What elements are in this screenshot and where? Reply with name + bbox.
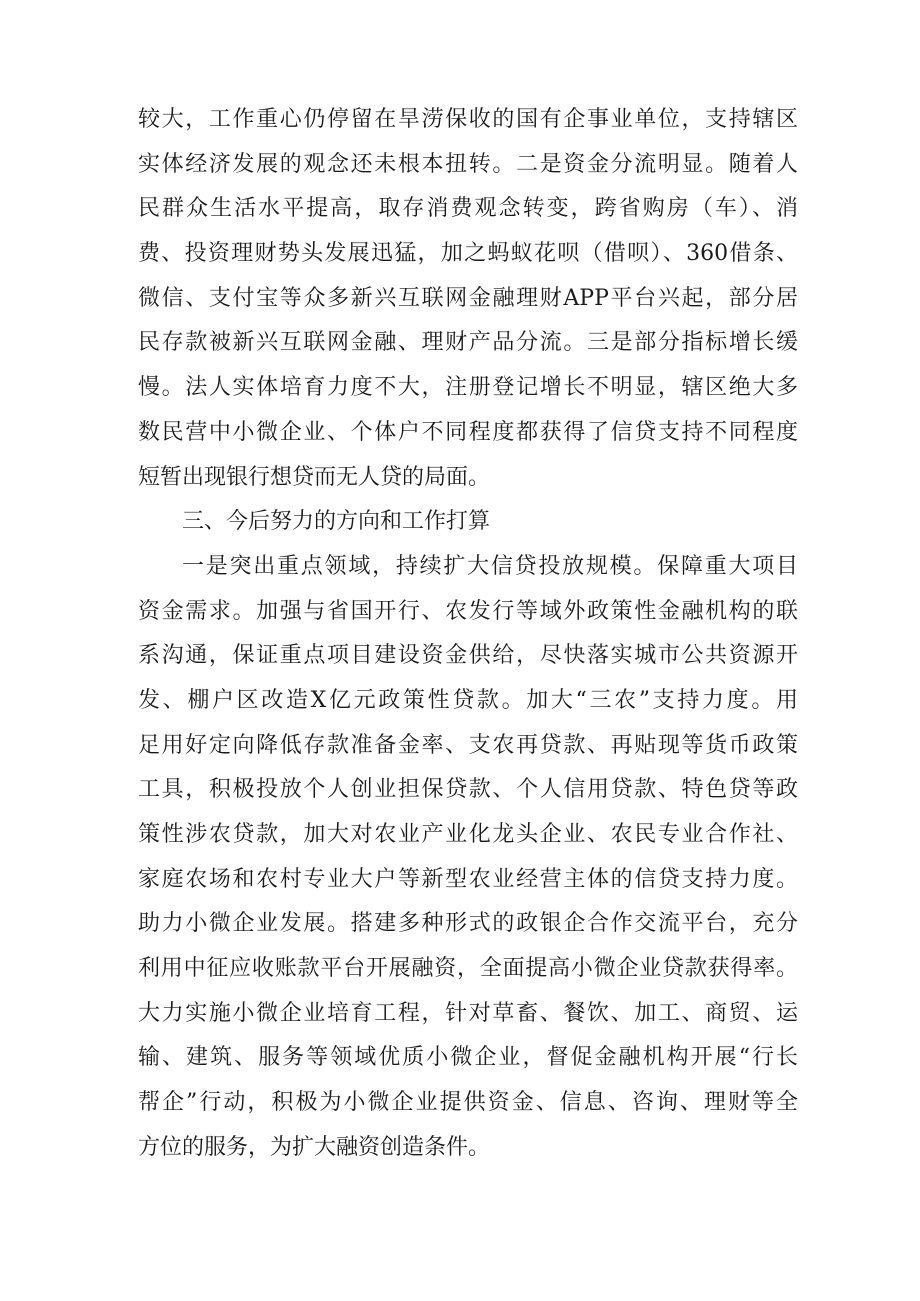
text-line: 费、投资理财势头发展迅猛，加之蚂蚁花呗（借呗）、360借条、: [138, 241, 798, 267]
text-line: 资金需求。加强与省国开行、农发行等域外政策性金融机构的联: [138, 598, 798, 624]
text-line: 一是突出重点领域，持续扩大信贷投放规模。保障重大项目: [182, 553, 798, 579]
text-line: 系沟通，保证重点项目建设资金供给，尽快落实城市公共资源开: [138, 643, 798, 669]
text-line: 大力实施小微企业培育工程，针对草畜、餐饮、加工、商贸、运: [138, 1000, 798, 1026]
text-line: 发、棚户区改造X亿元政策性贷款。加大“三农”支持力度。用: [138, 687, 798, 713]
body-text: [138, 98, 798, 1171]
text-line: 短暂出现银行想贷而无人贷的局面。: [138, 464, 491, 490]
text-line: 输、建筑、服务等领域优质小微企业，督促金融机构开展“行长: [138, 1045, 798, 1071]
text-line: 数民营中小微企业、个体户不同程度都获得了信贷支持不同程度: [138, 419, 798, 445]
text-line: 微信、支付宝等众多新兴互联网金融理财APP平台兴起，部分居: [138, 285, 798, 311]
text-line: 方位的服务，为扩大融资创造条件。: [138, 1134, 491, 1160]
text-line: 慢。法人实体培育力度不大，注册登记增长不明显，辖区绝大多: [138, 375, 798, 401]
text-line: 助力小微企业发展。搭建多种形式的政银企合作交流平台，充分: [138, 911, 798, 937]
section-heading: 三、今后努力的方向和工作打算: [182, 509, 491, 535]
text-line: 民存款被新兴互联网金融、理财产品分流。三是部分指标增长缓: [138, 330, 798, 356]
text-line: 工具，积极投放个人创业担保贷款、个人信用贷款、特色贷等政: [138, 777, 798, 803]
text-line: 帮企”行动，积极为小微企业提供资金、信息、咨询、理财等全: [138, 1090, 798, 1116]
text-line: 足用好定向降低存款准备金率、支农再贷款、再贴现等货币政策: [138, 732, 798, 758]
text-line: 民群众生活水平提高，取存消费观念转变，跨省购房（车）、消: [138, 196, 798, 222]
text-line: 家庭农场和农村专业大户等新型农业经营主体的信贷支持力度。: [138, 866, 798, 892]
text-line: 策性涉农贷款，加大对农业产业化龙头企业、农民专业合作社、: [138, 822, 798, 847]
text-line: 实体经济发展的观念还未根本扭转。二是资金分流明显。随着人: [138, 151, 798, 177]
text-line: 较大，工作重心仍停留在旱涝保收的国有企事业单位，支持辖区: [138, 107, 798, 132]
text-line: 利用中征应收账款平台开展融资，全面提高小微企业贷款获得率。: [138, 956, 798, 982]
